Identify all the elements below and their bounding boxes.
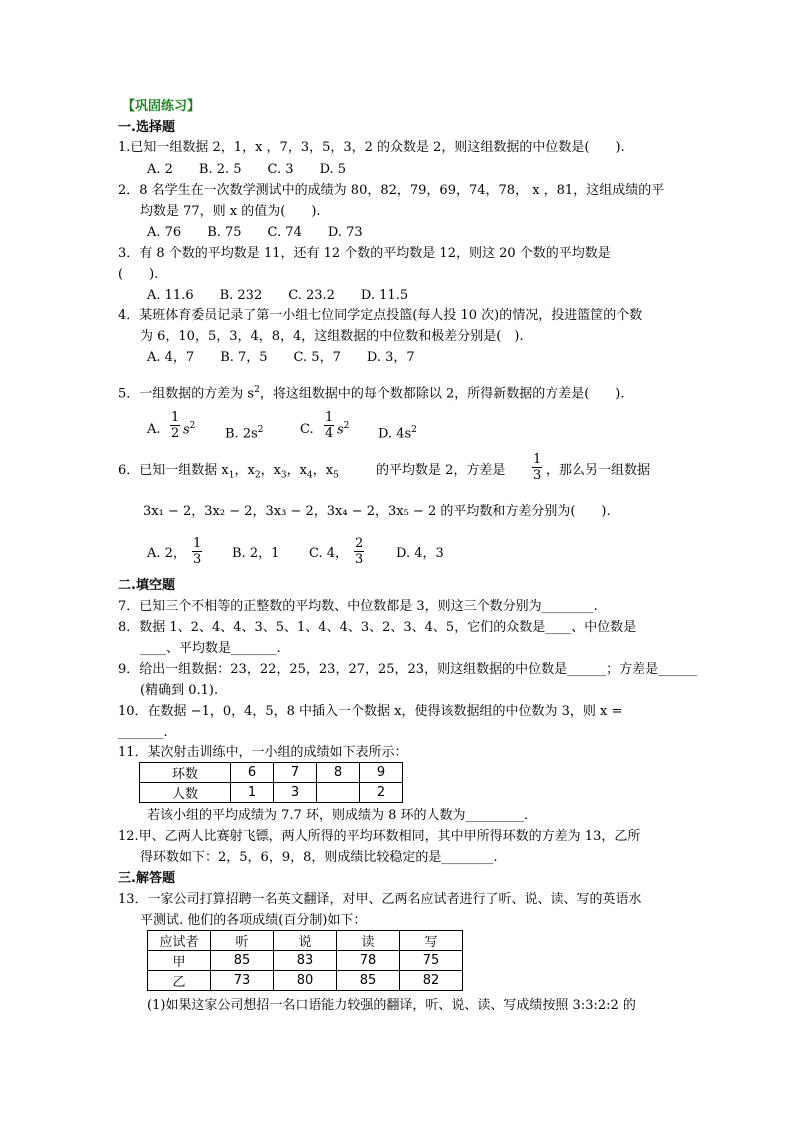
variable-s: s: [337, 422, 344, 438]
question-5-stem-part-1: 5．一组数据的方差为 s: [118, 386, 255, 402]
table-row: [148, 971, 463, 991]
table-cell: [317, 783, 360, 803]
question-6-stem-part-3: ，那么另一组数据: [546, 463, 651, 478]
question-9-line-2: (精确到 0.1).: [140, 683, 219, 698]
section-answer-heading: 三.解答题: [118, 871, 175, 886]
question-3-options: A. 11.6 B. 232 C. 23.2 D. 11.5: [147, 288, 409, 303]
fraction-numerator: 1: [193, 536, 202, 551]
question-5-stem: [118, 382, 625, 402]
question-2-options: A. 76 B. 75 C. 74 D. 73: [147, 225, 363, 240]
question-8-line-1: 8．数据 1、2、4、4、3、5、1、4、4、3、2、3、4、5，它们的众数是____、中位数是: [118, 620, 637, 635]
question-5-option-a-label: A.: [147, 422, 161, 437]
table-cell: 2: [360, 783, 403, 803]
fraction-numerator: 2: [355, 536, 364, 551]
table-cell: 乙: [148, 971, 211, 991]
question-5-option-c-tail: [337, 418, 349, 438]
table-cell: 78: [337, 951, 400, 971]
section-choice-heading: 一.选择题: [118, 120, 175, 135]
question-6-stem-part-1: 6．已知一组数据 $x_1$，$x_2$，$x_3$，$x_4$，$x_5$: [118, 463, 339, 481]
table-row: [148, 951, 463, 971]
question-6-option-d: D. 4，3: [396, 546, 444, 561]
question-9-line-1: 9．给出一组数据：23，22，25，23，27，25，23，则这组数据的中位数是______；方差是______: [118, 662, 698, 677]
table-cell: 读: [337, 931, 400, 951]
fraction-numerator: 1: [171, 410, 180, 425]
table-cell: 80: [274, 971, 337, 991]
fraction-numerator: 1: [325, 410, 334, 425]
table-cell: 83: [274, 951, 337, 971]
section-fill-heading: 二.填空题: [118, 578, 175, 593]
question-11-line-2: 若该小组的平均成绩为 7.7 环，则成绩为 8 环的人数为_________.: [147, 808, 529, 823]
table-cell: 写: [400, 931, 463, 951]
question-6-option-a: A. 2，: [147, 546, 186, 561]
exponent: 2: [257, 425, 264, 435]
table-cell: 7: [274, 763, 317, 783]
question-6-line-2: 3x₁ − 2，3x₂ − 2，3x₃ − 2，3x₄ − 2，3x₅ − 2 的平均数和方差分别为( ).: [143, 504, 611, 519]
question-12-line-1: 12.甲、乙两人比赛射飞镖，两人所得的平均环数相同，其中甲所得环数的方差为 13，乙所: [118, 829, 641, 844]
question-5-stem-part-2: ，将这组数据中的每个数都除以 2，所得新数据的方差是( ).: [259, 386, 625, 402]
table-cell: 8: [317, 763, 360, 783]
fraction-denominator: 3: [193, 552, 202, 567]
fraction-denominator: 2: [171, 426, 180, 441]
table-cell: 6: [231, 763, 274, 783]
option-b-text: B. 2s: [225, 426, 258, 442]
question-6-option-c: C. 4，: [309, 546, 349, 561]
question-4-line-1: 4．某班体育委员记录了第一小组七位同学定点投篮(每人投 10 次)的情况，投进篮筐的个数: [118, 308, 643, 323]
table-cell: 82: [400, 971, 463, 991]
question-6-option-c-fraction: [354, 536, 364, 567]
shooting-score-table: [139, 762, 403, 803]
question-5-option-c-fraction: [324, 410, 334, 441]
question-6-stem-text: 6．已知一组数据 x: [118, 463, 229, 478]
question-4-options: A. 4，7 B. 7，5 C. 5，7 D. 3，7: [147, 350, 415, 365]
question-5-option-c-label: C.: [300, 422, 314, 437]
question-10-line-1: 10．在数据 −1，0，4，5，8 中插入一个数据 x，使得该数据组的中位数为 3，则 x =: [118, 704, 623, 719]
table-cell: 85: [211, 951, 274, 971]
question-2-line-1: 2．8 名学生在一次数学测试中的成绩为 80，82，79，69，74，78， x ，81，这组成绩的平: [118, 183, 665, 198]
fraction-denominator: 4: [325, 426, 334, 441]
question-10-line-2: _______.: [118, 725, 168, 740]
question-12-line-2: 得环数如下：2，5，6，9，8，则成绩比较稳定的是________.: [140, 850, 498, 865]
question-8-line-2: ____、平均数是_______.: [140, 641, 281, 656]
question-13-line-3: (1)如果这家公司想招一名口语能力较强的翻译，听、说、读、写成绩按照 3:3:2:2 的: [147, 998, 636, 1013]
question-5-option-b: [225, 422, 264, 442]
table-cell: 75: [400, 951, 463, 971]
question-6-variance-fraction: [532, 452, 542, 483]
question-13-line-1: 13．一家公司打算招聘一名英文翻译，对甲、乙两名应试者进行了听、说、读、写的英语水: [118, 892, 642, 907]
exponent: 2: [411, 425, 417, 435]
option-d-text: D. 4s: [378, 426, 412, 442]
exponent: 2: [189, 421, 196, 431]
question-3-line-2: ( ).: [118, 267, 159, 282]
table-cell: 9: [360, 763, 403, 783]
question-1-stem: 1.已知一组数据 2，1，x ，7，3，5，3，2 的众数是 2，则这组数据的中位数是( ).: [118, 140, 625, 155]
fraction-denominator: 3: [355, 552, 364, 567]
question-5-option-d: [378, 422, 417, 442]
question-1-options: A. 2 B. 2. 5 C. 3 D. 5: [147, 162, 347, 177]
table-cell: 甲: [148, 951, 211, 971]
exponent: 2: [254, 385, 260, 395]
fraction-denominator: 3: [533, 468, 542, 483]
table-cell: 环数: [140, 763, 231, 783]
question-6-option-b: B. 2，1: [232, 546, 280, 561]
table-cell: 85: [337, 971, 400, 991]
question-6-stem-part-2: 的平均数是 2，方差是: [376, 463, 506, 478]
table-cell: 3: [274, 783, 317, 803]
table-row: [148, 931, 463, 951]
question-11-line-1: 11．某次射击训练中，一小组的成绩如下表所示：: [118, 745, 408, 760]
exponent: 2: [343, 421, 350, 431]
question-5-option-a-fraction: [170, 410, 180, 441]
question-13-line-2: 平测试. 他们的各项成绩(百分制)如下：: [140, 913, 367, 928]
question-7: 7．已知三个不相等的正整数的平均数、中位数都是 3，则这三个数分别为________.: [118, 599, 598, 614]
question-4-line-2: 为 6，10，5，3，4，8，4，这组数据的中位数和极差分别是( ).: [140, 329, 524, 344]
table-row: [140, 783, 403, 803]
table-cell: 73: [211, 971, 274, 991]
question-5-option-a-tail: [183, 418, 195, 438]
table-row: [140, 763, 403, 783]
test-score-table: [147, 930, 463, 991]
table-cell: 说: [274, 931, 337, 951]
section-title: 【巩固练习】: [122, 99, 201, 114]
variable-s: s: [183, 422, 190, 438]
table-cell: 1: [231, 783, 274, 803]
table-cell: 人数: [140, 783, 231, 803]
question-6-option-a-fraction: [192, 536, 202, 567]
table-cell: 听: [211, 931, 274, 951]
table-cell: 应试者: [148, 931, 211, 951]
question-2-line-2: 均数是 77，则 x 的值为( ).: [140, 204, 321, 219]
question-3-line-1: 3．有 8 个数的平均数是 11，还有 12 个数的平均数是 12，则这 20 个数的平均数是: [118, 246, 611, 261]
fraction-numerator: 1: [533, 452, 542, 467]
